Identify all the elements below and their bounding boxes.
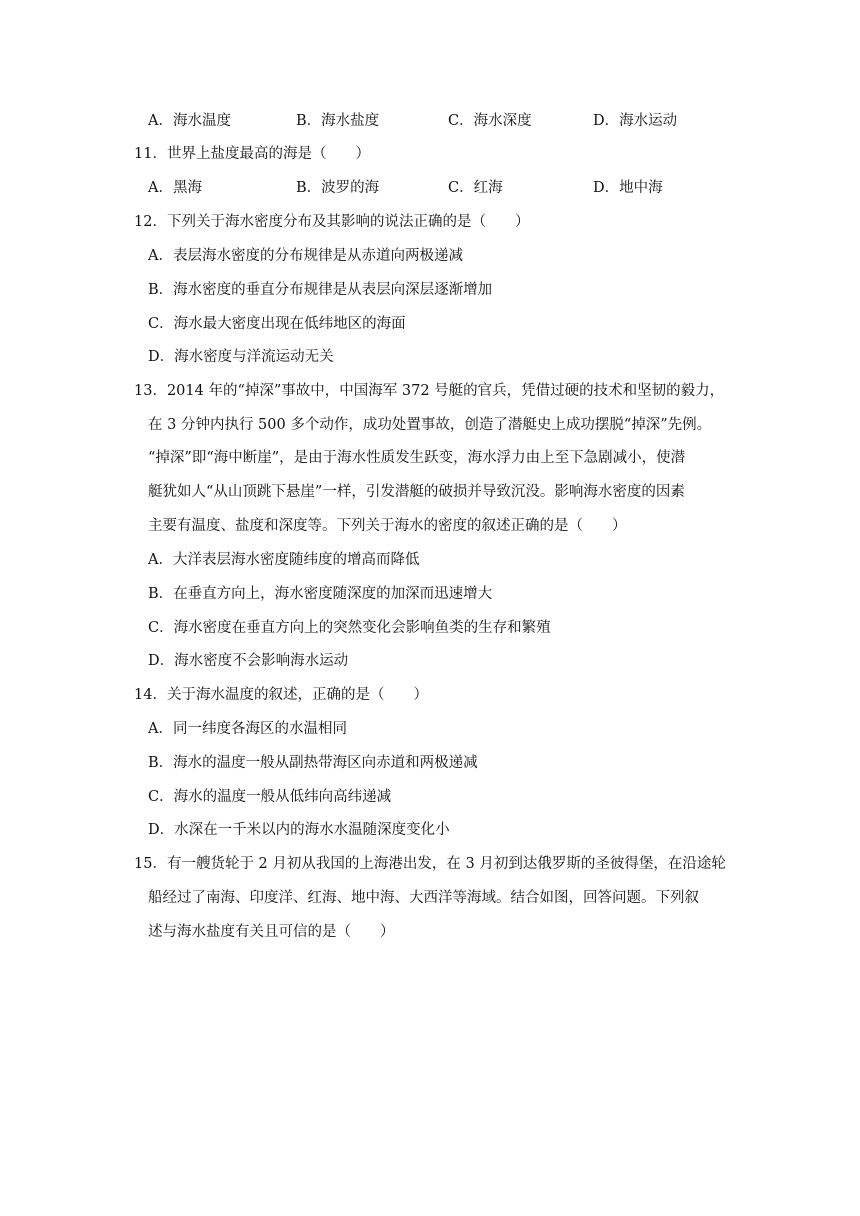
q11-option-c[interactable]: C．红海 xyxy=(448,180,503,196)
q13-option-a[interactable]: A．大洋表层海水密度随纬度的增高而降低 xyxy=(148,552,420,568)
option-b[interactable]: B．海水盐度 xyxy=(296,113,380,129)
top-options-row xyxy=(0,110,860,132)
q13-stem-line-5: 主要有温度、盐度和深度等。下列关于海水的密度的叙述正确的是（ ） xyxy=(148,518,627,534)
q13-stem-line-3: “掉深”即“海中断崖”，是由于海水性质发生跃变，海水浮力由上至下急剧减小，使潜 xyxy=(148,450,686,466)
q15-stem-line-3: 述与海水盐度有关且可信的是（ ） xyxy=(148,924,395,940)
q14-option-b[interactable]: B．海水的温度一般从副热带海区向赤道和两极递减 xyxy=(148,755,478,771)
option-d[interactable]: D．海水运动 xyxy=(593,113,678,129)
q11-stem: 11．世界上盐度最高的海是（ ） xyxy=(134,146,370,162)
q11-option-d[interactable]: D．地中海 xyxy=(593,180,663,196)
q14-stem: 14．关于海水温度的叙述，正确的是（ ） xyxy=(134,687,428,703)
q15-stem-line-2: 船经过了南海、印度洋、红海、地中海、大西洋等海域。结合如图，回答问题。下列叙 xyxy=(148,890,699,906)
q15-stem-line-1: 15．有一艘货轮于 2 月初从我国的上海港出发，在 3 月初到达俄罗斯的圣彼得堡，在沿途轮 xyxy=(134,856,726,872)
option-a[interactable]: A．海水温度 xyxy=(148,113,231,129)
q11-option-a[interactable]: A．黑海 xyxy=(148,180,202,196)
q14-option-a[interactable]: A．同一纬度各海区的水温相同 xyxy=(148,721,347,737)
q12-option-c[interactable]: C．海水最大密度出现在低纬地区的海面 xyxy=(148,316,406,332)
q13-option-d[interactable]: D．海水密度不会影响海水运动 xyxy=(148,653,349,669)
q13-stem-line-2: 在 3 分钟内执行 500 多个动作，成功处置事故，创造了潜艇史上成功摆脱“掉深”先例。 xyxy=(148,417,712,433)
q12-option-d[interactable]: D．海水密度与洋流运动无关 xyxy=(148,349,334,365)
q14-option-d[interactable]: D．水深在一千米以内的海水水温随深度变化小 xyxy=(148,822,450,838)
option-c[interactable]: C．海水深度 xyxy=(448,113,532,129)
q11-option-b[interactable]: B．波罗的海 xyxy=(296,180,380,196)
q13-option-b[interactable]: B．在垂直方向上，海水密度随深度的加深而迅速增大 xyxy=(148,586,493,602)
q13-option-c[interactable]: C．海水密度在垂直方向上的突然变化会影响鱼类的生存和繁殖 xyxy=(148,620,551,636)
q12-option-a[interactable]: A．表层海水密度的分布规律是从赤道向两极递减 xyxy=(148,248,463,264)
q12-stem: 12．下列关于海水密度分布及其影响的说法正确的是（ ） xyxy=(134,214,530,230)
q13-stem-line-4: 艇犹如人“从山顶跳下悬崖”一样，引发潜艇的破损并导致沉没。影响海水密度的因素 xyxy=(148,484,685,500)
q14-option-c[interactable]: C．海水的温度一般从低纬向高纬递减 xyxy=(148,789,392,805)
q12-option-b[interactable]: B．海水密度的垂直分布规律是从表层向深层逐渐增加 xyxy=(148,282,493,298)
q11-options-row xyxy=(0,177,860,199)
q13-stem-line-1: 13．2014 年的“掉深”事故中，中国海军 372 号艇的官兵，凭借过硬的技术和坚韧的毅力， xyxy=(134,383,725,399)
